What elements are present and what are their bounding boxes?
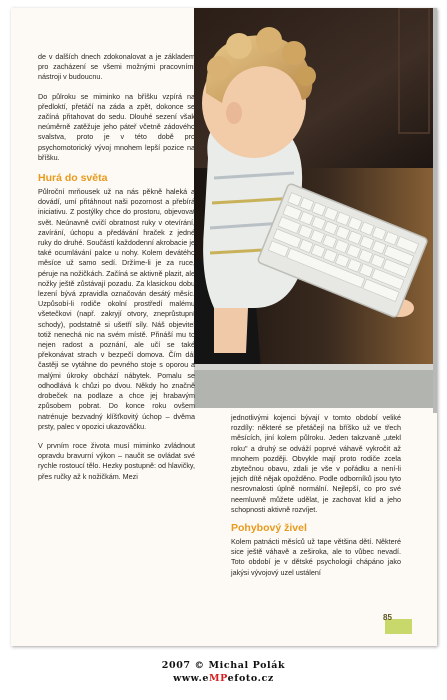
page-edge-strip xyxy=(433,8,437,413)
credit-url-highlight: MP xyxy=(209,673,228,684)
left-paragraph-3: Půlroční mrňousek už na nás pěkně haleká a dovádí, umí přitáhnout naši pozornost a přebírá iniciativu. Z postýlky chce do prostoru, objevovat svět. Neúnavně cvičí obratnost ruky v otevírání, zavírání, úchopu a předávání hraček z jedné ruky do druhé. Součástí každodenní akrobacie je také ocumlávání palce u nohy. Kolem devátého měsíce už samo sedí. Držíme-li je za ruce, péruje na nožičkách. Začíná se aktivně plazit, ale nožky ještě zůstávají pozadu. Za klasickou dobu lezení bývá zpravidla označován desátý měsíc. Uzpůsobí-li rodiče okolní prostředí malému všetečkovi (např. zakryjí otvory, zneprůstupní schody), podstatně si ušetří síly. Náš objevitel totiž nenechá nic na svém místě. Přináší mu to nejen radost a poznání, ale učí se také překonávat strach v bezpečí domova. Čím dál častěji se vytáhne do pevného stoje s oporou a malými úkroky obchází nábytek. Pomalu se odhodlává k chůzi po dvou. Někdy ho značně drobeček na podlaze a chce jej hrabavým způsobem pobrat. Do konce roku ovšem natrénuje bezvadný klíšťkovitý úchop – dvěma prsty, palec v opozici ukazováčku. xyxy=(38,187,195,431)
credit-url-prefix: www.e xyxy=(173,673,209,684)
left-column xyxy=(38,52,195,482)
photo-illustration xyxy=(194,8,437,408)
right-paragraph-2: Kolem patnácti měsíců už tape většina dětí. Některé sice ještě váhavě a zeširoka, ale to vůbec nevadí. Toto období je v dětské psychologii chápáno jako jakýsi vývojový uzel ustálení xyxy=(231,537,401,577)
right-column xyxy=(231,413,401,578)
section-heading-hura-do-sveta: Hurá do světa xyxy=(38,172,108,185)
section-heading-pohybovy-zivel: Pohybový živel xyxy=(231,522,307,535)
credit-line-copyright: 2007 © Michal Polák xyxy=(161,660,286,671)
right-paragraph-1: jednotlivými kojenci bývají v tomto období veliké rozdíly: některé se přetáčejí na bříško už ve třech měsících, jiní kolem půlroku. Jeden takzvaně „utekl roku" a druhý se odváží poprvé váhavě vykročit až mnohem později. Obvykle mají proto rodiče zcela zbytečnou obavu, zdali je vše v pořádku a není-li jejich dítě nějak opožděno. Podle odborníků jsou tyto nesrovnalosti úplně normální. Nejlepší, co pro své neemluvně můžete udělat, je zachovat klid a jeho schopnosti aktivně rozvíjet. xyxy=(231,413,401,514)
page-number: 85 xyxy=(383,613,392,622)
left-paragraph-1: de v dalších dnech zdokonalovat a je základem pro zacházení se všemi možnými pracovními nástroji v budoucnu. xyxy=(38,52,195,82)
left-paragraph-4: V prvním roce života musí miminko zvládnout opravdu bravurní výkon – naučit se ovládat své rychle rostoucí tělo. Hezky postupně: od hlavičky, přes ručky až k nožičkám. Mezi xyxy=(38,440,195,481)
photo-toddler-at-keyboard xyxy=(194,8,437,408)
left-paragraph-2: Do půlroku se miminko na bříšku vzpírá na předloktí, přetáčí na záda a zpět, dokonce se začíná přitahovat do sedu. Dlouhé sezení však neúměrně zatěžuje jeho páteř včetně zádového svalstva, proto je v této době pro psychomotorický vývoj mnohem lepší pozice na bříšku. xyxy=(38,91,195,162)
credit-url-suffix: efoto.cz xyxy=(227,673,274,684)
credit-line-website[interactable] xyxy=(0,673,447,684)
magazine-page xyxy=(11,8,437,646)
